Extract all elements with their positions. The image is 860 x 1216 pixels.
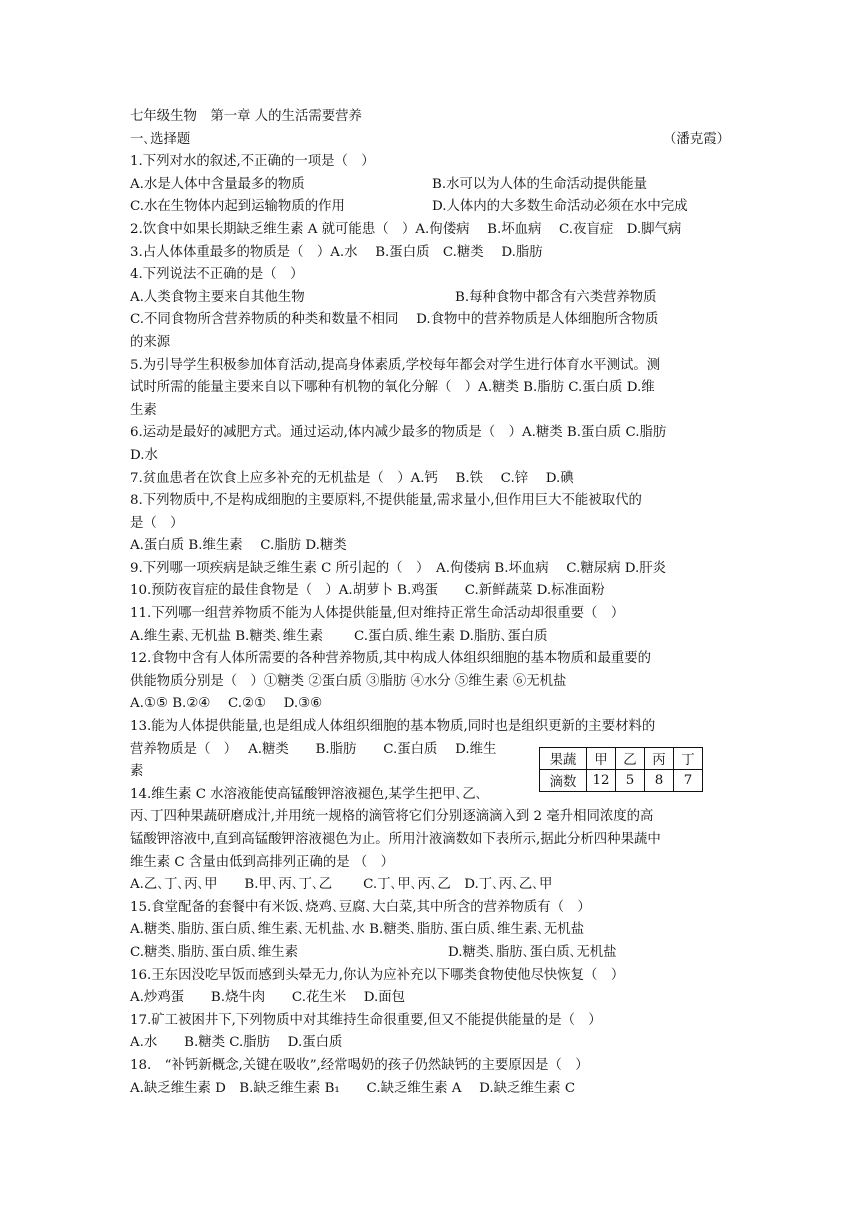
section-heading	[130, 129, 730, 152]
text-line: 3.占人体体重最多的物质是（ ）A.水 B.蛋白质 C.糖类 D.脂肪	[130, 244, 543, 260]
section-label: 一､选择题	[130, 131, 191, 147]
option-right: B.每种食物中都含有六类营养物质	[455, 289, 657, 305]
option-right: B.水可以为人体的生命活动提供能量	[432, 176, 647, 192]
text-line: 6.运动是最好的减肥方式。通过运动,体内减少最多的物质是（ ）A.糖类 B.蛋白质 C.脂肪	[130, 425, 667, 441]
text-line: 10.预防夜盲症的最佳食物是（ ）A.胡萝卜 B.鸡蛋 C.新鲜蔬菜 D.标准面粉	[130, 583, 605, 599]
text-line: 17.矿工被困井下,下列物质中对其维持生命很重要,但又不能提供能量的是（ ）	[130, 1012, 602, 1028]
text-line: 是（ ）	[130, 515, 184, 531]
text-line: A.糖类､脂肪､蛋白质､维生素､无机盐､水 B.糖类､脂肪､蛋白质､维生素､无机盐	[130, 922, 585, 938]
text-line: 11.下列哪一组营养物质不能为人体提供能量,但对维持正常生命活动却很重要（ ）	[130, 606, 625, 622]
text-line: 营养物质是（ ） A.糖类 B.脂肪 C.蛋白质 D.维生	[130, 741, 497, 757]
option-right: D.人体内的大多数生命活动必须在水中完成	[432, 199, 688, 215]
text-line: 试时所需的能量主要来自以下哪种有机物的氧化分解（ ）A.糖类 B.脂肪 C.蛋白质 D.维	[130, 380, 655, 396]
text-line: 12.食物中含有人体所需要的各种营养物质,其中构成人体组织细胞的基本物质和最重要的	[130, 651, 652, 667]
text-line: A.蛋白质 B.维生素 C.脂肪 D.糖类	[130, 538, 347, 554]
text-line: D.水	[130, 447, 158, 463]
question-list	[130, 151, 730, 1100]
text-line: 的来源	[130, 334, 171, 350]
text-line	[130, 174, 730, 197]
text-line	[130, 942, 730, 965]
option-left: C.糖类､脂肪､蛋白质､维生素	[130, 944, 299, 960]
table-cell: 乙	[616, 748, 645, 770]
text-line: 生素	[130, 402, 157, 418]
option-right: D.糖类､脂肪､蛋白质､无机盐	[448, 944, 617, 960]
table-cell: 果蔬	[540, 748, 587, 770]
table-cell: 7	[674, 770, 703, 792]
text-line: 9.下列哪一项疾病是缺乏维生素 C 所引起的（ ） A.佝偻病 B.坏血病 C.糖尿病 D.肝炎	[130, 560, 667, 576]
text-line: 16.王东因没吃早饭而感到头晕无力,你认为应补充以下哪类食物使他尽快恢复（ ）	[130, 967, 625, 983]
text-line: 素	[130, 764, 144, 780]
table-cell: 5	[616, 770, 645, 792]
text-line: 15.食堂配备的套餐中有米饭､烧鸡､豆腐､大白菜,其中所含的营养物质有（ ）	[130, 899, 591, 915]
text-line	[130, 287, 730, 310]
text-line	[130, 196, 730, 219]
option-left: C.水在生物体内起到运输物质的作用	[130, 199, 345, 215]
text-line: A.维生素､无机盐 B.糖类､维生素 C.蛋白质､维生素 D.脂肪､蛋白质	[130, 628, 548, 644]
text-line: 供能物质分别是（ ）①糖类 ②蛋白质 ③脂肪 ④水分 ⑤维生素 ⑥无机盐	[130, 673, 567, 689]
text-line: 8.下列物质中,不是构成细胞的主要原料,不提供能量,需求量小,但作用巨大不能被取代的	[130, 493, 642, 509]
page-title: 七年级生物 第一章 人的生活需要营养	[130, 109, 362, 124]
table-header-row	[540, 748, 703, 770]
text-line: C.不同食物所含营养物质的种类和数量不相同 D.食物中的营养物质是人体细胞所含物质	[130, 312, 659, 328]
table-cell: 8	[645, 770, 674, 792]
option-left: A.人类食物主要来自其他生物	[130, 289, 305, 305]
text-line: 14.维生素 C 水溶液能使高锰酸钾溶液褪色,某学生把甲､乙､	[130, 786, 483, 802]
text-line: 4.下列说法不正确的是（ ）	[130, 267, 304, 283]
text-line: A.水 B.糖类 C.脂肪 D.蛋白质	[130, 1035, 343, 1051]
text-line: A.①⑤ B.②④ C.②① D.③⑥	[130, 696, 323, 712]
text-line: A.炒鸡蛋 B.烧牛肉 C.花生米 D.面包	[130, 990, 406, 1006]
table-cell: 丁	[674, 748, 703, 770]
table-cell: 甲	[587, 748, 616, 770]
text-line: 丙､丁四种果蔬研磨成汁,并用统一规格的滴管将它们分别逐滴滴入到 2 毫升相同浓度的高	[130, 809, 654, 825]
text-line: 5.为引导学生积极参加体育活动,提高身体素质,学校每年都会对学生进行体育水平测试。测	[130, 357, 661, 373]
fruit-drops-table	[539, 747, 703, 792]
text-line: 18. “补钙新概念,关键在吸收”,经常喝奶的孩子仍然缺钙的主要原因是（ ）	[130, 1057, 589, 1073]
text-line: 1.下列对水的叙述,不正确的一项是（ ）	[130, 154, 375, 170]
text-line: 锰酸钾溶液中,直到高锰酸钾溶液褪色为止。所用汁液滴数如下表所示,据此分析四种果蔬中	[130, 832, 661, 847]
table-row	[540, 770, 703, 792]
text-line: 2.饮食中如果长期缺乏维生素 A 就可能患（ ）A.佝偻病 B.坏血病 C.夜盲症 D.脚气病	[130, 221, 682, 237]
text-line: 维生素 C 含量由低到高排列正确的是 （ ）	[130, 854, 395, 870]
table-cell: 12	[587, 770, 616, 792]
text-line: 13.能为人体提供能量,也是组成人体组织细胞的基本物质,同时也是组织更新的主要材料的	[130, 719, 656, 735]
text-line: A.乙､丁､丙､甲 B.甲､丙､丁､乙 C.丁､甲､丙､乙 D.丁､丙､乙､甲	[130, 877, 553, 893]
text-line: 7.贫血患者在饮食上应多补充的无机盐是（ ）A.钙 B.铁 C.锌 D.碘	[130, 470, 574, 486]
author-name: （潘克霞）	[663, 131, 730, 147]
table-cell: 滴数	[540, 770, 587, 792]
worksheet	[130, 106, 730, 1100]
table-cell: 丙	[645, 748, 674, 770]
text-line: A.缺乏维生素 D B.缺乏维生素 B₁ C.缺乏维生素 A D.缺乏维生素 C	[130, 1080, 576, 1096]
option-left: A.水是人体中含量最多的物质	[130, 176, 305, 192]
